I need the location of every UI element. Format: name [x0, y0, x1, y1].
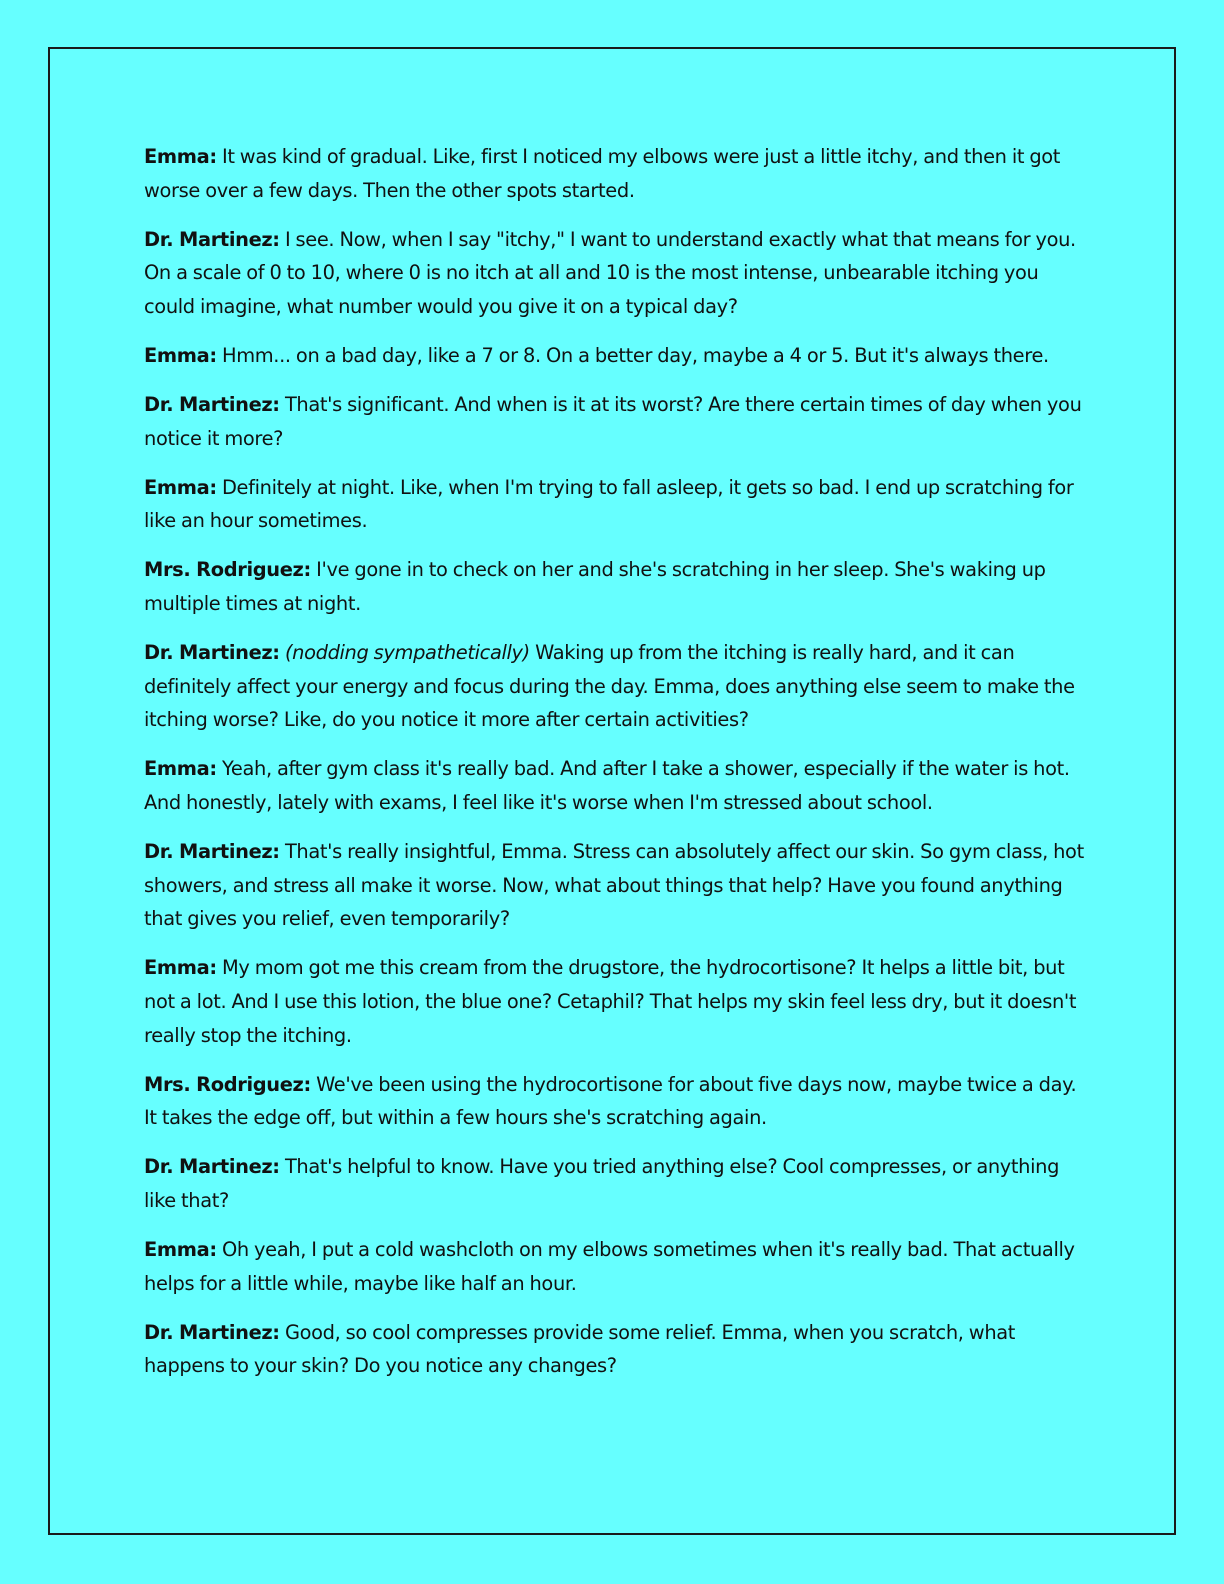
- utterance: My mom got me this cream from the drugstore, the hydrocortisone? It helps a little bit, but not a lot. And I use this lotion, the blue one? Cetaphil? That helps my skin feel less dry, but it doesn't really stop the itching.: [144, 956, 1077, 1047]
- speaker-name: Dr. Martinez:: [144, 393, 280, 417]
- speaker-name: Mrs. Rodriguez:: [144, 1072, 311, 1096]
- speaker-name: Emma:: [144, 1238, 217, 1262]
- dialogue-turn: [144, 1068, 1089, 1135]
- utterance: Oh yeah, I put a cold washcloth on my elbows sometimes when it's really bad. That actually helps for a little while, maybe like half an hour.: [144, 1238, 1075, 1295]
- utterance: That's significant. And when is it at its worst? Are there certain times of day when you notice it more?: [144, 393, 1082, 450]
- speaker-name: Emma:: [144, 475, 217, 499]
- dialogue-turn: [144, 223, 1089, 324]
- utterance: Hmm... on a bad day, like a 7 or 8. On a better day, maybe a 4 or 5. But it's always there.: [221, 343, 1049, 367]
- utterance: That's really insightful, Emma. Stress can absolutely affect our skin. So gym class, hot showers, and stress all make it worse. Now, what about things that help? Have you found anything that gives you relief, even temporarily?: [144, 840, 1084, 931]
- dialogue-turn: [144, 752, 1089, 819]
- dialogue-turn: [144, 388, 1089, 455]
- utterance: I see. Now, when I say "itchy," I want to understand exactly what that means for you. On a scale of 0 to 10, where 0 is no itch at all and 10 is the most intense, unbearable itching you could imagine, what number would you give it on a typical day?: [144, 227, 1076, 318]
- utterance: That's helpful to know. Have you tried anything else? Cool compresses, or anything like that?: [144, 1155, 1060, 1212]
- stage-direction: (nodding sympathetically): [284, 641, 530, 665]
- utterance: Waking up from the itching is really hard, and it can definitely affect your energy and focus during the day. Emma, does anything else seem to make the itching worse? Like, do you notice it more after certain activities?: [144, 641, 1075, 732]
- speaker-name: Dr. Martinez:: [144, 1155, 280, 1179]
- utterance: Good, so cool compresses provide some relief. Emma, when you scratch, what happens to your skin? Do you notice any changes?: [144, 1320, 1016, 1378]
- dialogue-turn: [144, 951, 1089, 1052]
- dialogue-turn: [144, 553, 1089, 620]
- utterance: Definitely at night. Like, when I'm trying to fall asleep, it gets so bad. I end up scratching for like an hour sometimes.: [144, 475, 1074, 533]
- dialogue-turn: [144, 835, 1089, 936]
- speaker-name: Dr. Martinez:: [144, 227, 280, 251]
- dialogue-turn: [144, 339, 1089, 373]
- dialogue-turn: [144, 1316, 1089, 1383]
- dialogue-turn: [144, 1233, 1089, 1300]
- speaker-name: Emma:: [144, 145, 217, 168]
- speaker-name: Emma:: [144, 757, 217, 781]
- dialogue-transcript: [144, 140, 1089, 1398]
- speaker-name: Dr. Martinez:: [144, 1320, 280, 1344]
- dialogue-turn: [144, 1150, 1089, 1217]
- dialogue-turn: [144, 471, 1089, 538]
- utterance: I've gone in to check on her and she's scratching in her sleep. She's waking up multiple times at night.: [144, 558, 1046, 616]
- speaker-name: Dr. Martinez:: [144, 641, 280, 665]
- utterance: It was kind of gradual. Like, first I noticed my elbows were just a little itchy, and then it got worse over a few days. Then the other spots started.: [144, 145, 1061, 202]
- speaker-name: Emma:: [144, 343, 217, 367]
- speaker-name: Emma:: [144, 956, 217, 980]
- utterance: We've been using the hydrocortisone for about five days now, maybe twice a day. It takes the edge off, but within a few hours she's scratching again.: [144, 1072, 1077, 1130]
- speaker-name: Mrs. Rodriguez:: [144, 558, 311, 582]
- dialogue-turn: [144, 140, 1089, 207]
- utterance: Yeah, after gym class it's really bad. And after I take a shower, especially if the water is hot. And honestly, lately with exams, I feel like it's worse when I'm stressed about school.: [144, 757, 1070, 814]
- dialogue-turn: [144, 636, 1089, 737]
- speaker-name: Dr. Martinez:: [144, 840, 280, 864]
